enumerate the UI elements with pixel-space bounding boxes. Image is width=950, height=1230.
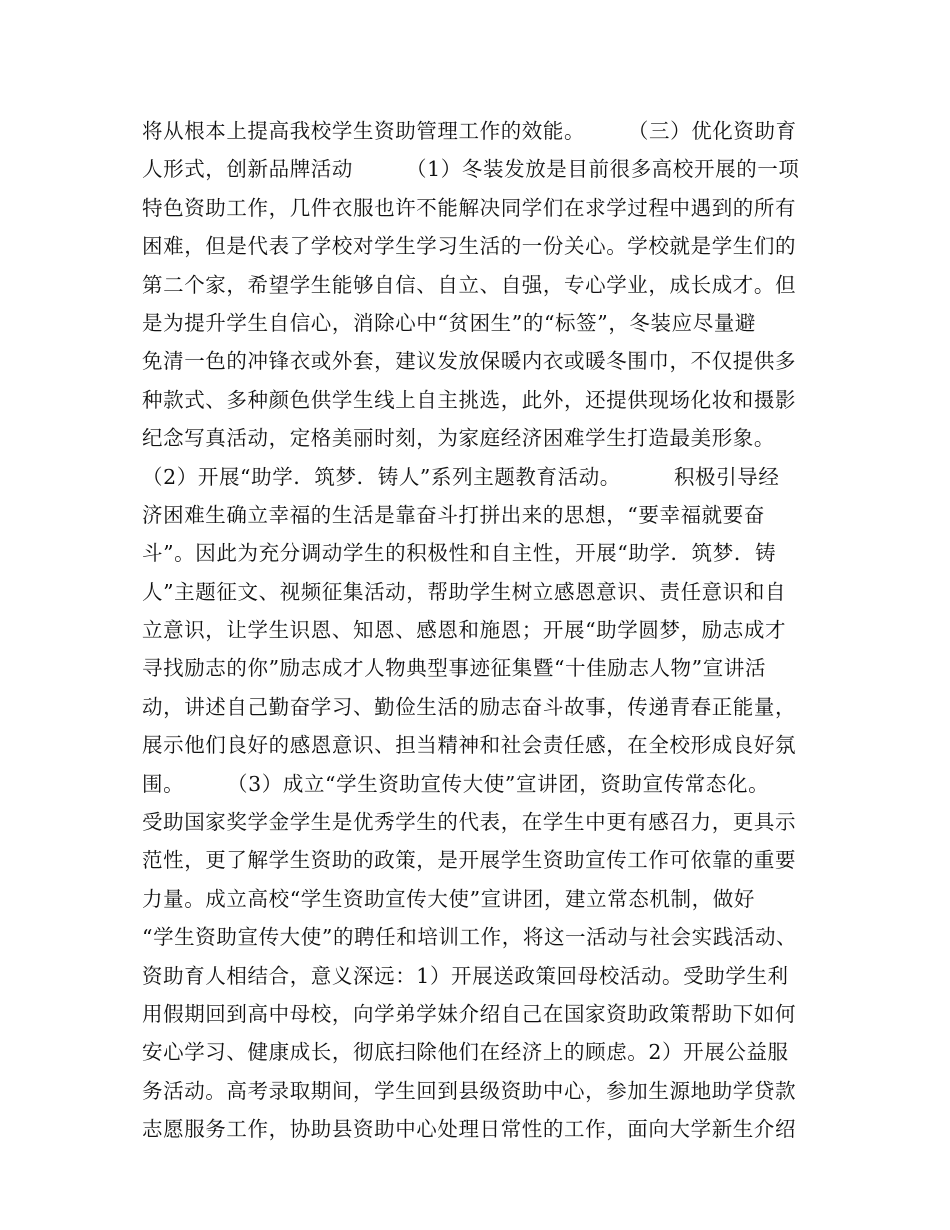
text-line: 将从根本上提高我校学生资助管理工作的效能。 （三）优化资助育	[142, 119, 797, 143]
text-line: 困难，但是代表了学校对学生学习生活的一份关心。学校就是学生们的	[142, 234, 797, 259]
text-line: 斗”。因此为充分调动学生的积极性和自主性，开展“助学．筑梦．铸	[142, 541, 777, 566]
text-line: 立意识，让学生识恩、知恩、感恩和施恩；开展“助学圆梦，励志成才	[142, 618, 787, 643]
text-line: 特色资助工作，几件衣服也许不能解决同学们在求学过程中遇到的所有	[142, 195, 797, 220]
text-line: 免清一色的冲锋衣或外套，建议发放保暖内衣或暖冬围巾，不仅提供多	[142, 349, 797, 374]
text-line: 人形式，创新品牌活动 （1）冬装发放是目前很多高校开展的一项	[142, 157, 800, 182]
text-line: “学生资助宣传大使”的聘任和培训工作，将这一活动与社会实践活动、	[142, 925, 798, 950]
text-line: 围。 （3）成立“学生资助宣传大使”宣讲团，资助宣传常态化。	[142, 771, 770, 796]
text-line: 务活动。高考录取期间，学生回到县级资助中心，参加生源地助学贷款	[142, 1078, 797, 1103]
text-line: 资助育人相结合，意义深远：1）开展送政策回母校活动。受助学生利	[142, 963, 789, 988]
text-line: 用假期回到高中母校，向学弟学妹介绍自己在国家资助政策帮助下如何	[142, 1001, 797, 1026]
body-text	[142, 112, 822, 1149]
text-line: 济困难生确立幸福的生活是靠奋斗打拼出来的思想，“要幸福就要奋	[142, 502, 765, 527]
text-line: 纪念写真活动，定格美丽时刻，为家庭经济困难学生打造最美形象。	[142, 426, 775, 451]
text-line: 第二个家，希望学生能够自信、自立、自强，专心学业，成长成才。但	[142, 272, 797, 297]
text-line: 力量。成立高校“学生资助宣传大使”宣讲团，建立常态机制，做好	[142, 886, 755, 911]
text-line: 是为提升学生自信心，消除心中“贫困生”的“标签”，冬装应尽量避	[142, 310, 757, 335]
text-line: 动，讲述自己勤奋学习、勤俭生活的励志奋斗故事，传递青春正能量，	[142, 694, 797, 719]
text-line: 种款式、多种颜色供学生线上自主挑选，此外，还提供现场化妆和摄影	[142, 387, 797, 412]
text-line: 安心学习、健康成长，彻底扫除他们在经济上的顾虑。2）开展公益服	[142, 1040, 789, 1065]
text-line: 范性，更了解学生资助的政策，是开展学生资助宣传工作可依靠的重要	[142, 848, 797, 873]
text-line: （2）开展“助学．筑梦．铸人”系列主题教育活动。 积极引导经	[142, 464, 780, 489]
text-line: 受助国家奖学金学生是优秀学生的代表，在学生中更有感召力，更具示	[142, 810, 797, 835]
text-line: 人”主题征文、视频征集活动，帮助学生树立感恩意识、责任意识和自	[142, 579, 787, 604]
text-line: 志愿服务工作，协助县资助中心处理日常性的工作，面向大学新生介绍	[142, 1117, 797, 1142]
text-line: 展示他们良好的感恩意识、担当精神和社会责任感，在全校形成良好氛	[142, 733, 797, 758]
text-line: 寻找励志的你”励志成才人物典型事迹征集暨“十佳励志人物”宣讲活	[142, 656, 767, 681]
